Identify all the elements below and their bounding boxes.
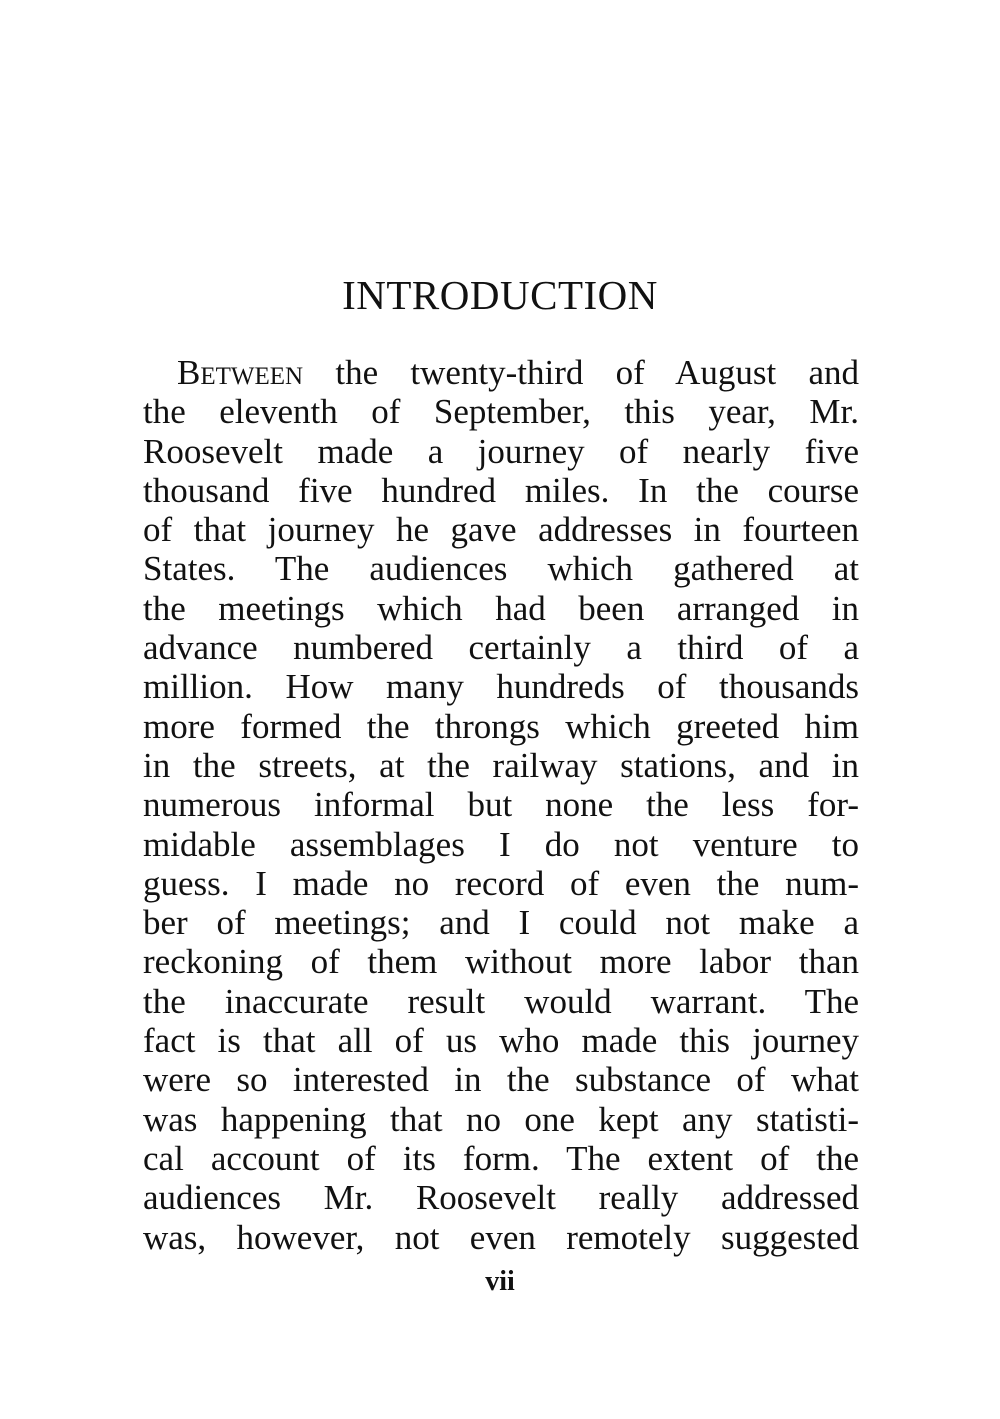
paragraph-line: the eleventh of September, this year, Mr.: [143, 392, 859, 432]
paragraph-line: [143, 353, 859, 392]
paragraph-line: was, however, not even remotely suggested: [143, 1217, 859, 1257]
chapter-title: INTRODUCTION: [342, 272, 658, 318]
paragraph-line: thousand five hundred miles. In the course: [143, 470, 859, 510]
paragraph-line: more formed the throngs which greeted him: [143, 706, 859, 746]
paragraph-line: was happening that no one kept any statisti-: [143, 1099, 859, 1139]
paragraph-line: numerous informal but none the less for-: [143, 785, 859, 825]
paragraph-line: the inaccurate result would warrant. The: [143, 981, 859, 1021]
paragraph-line: States. The audiences which gathered at: [143, 549, 859, 589]
paragraph-line: were so interested in the substance of what: [143, 1060, 859, 1100]
paragraph-line: Roosevelt made a journey of nearly five: [143, 431, 859, 471]
paragraph-line: midable assemblages I do not venture to: [143, 824, 859, 864]
paragraph-line: of that journey he gave addresses in fourteen: [143, 510, 859, 550]
line-text: the twenty-third of August and: [303, 353, 859, 392]
paragraph-line: fact is that all of us who made this journey: [143, 1021, 859, 1061]
paragraph-line: advance numbered certainly a third of a: [143, 628, 859, 668]
paragraph-line: million. How many hundreds of thousands: [143, 667, 859, 707]
paragraph-line: in the streets, at the railway stations, and in: [143, 745, 859, 785]
drop-word: Between: [177, 353, 304, 392]
paragraph-line: reckoning of them without more labor than: [143, 942, 859, 982]
paragraph-line: ber of meetings; and I could not make a: [143, 903, 859, 943]
paragraph-line: audiences Mr. Roosevelt really addressed: [143, 1178, 859, 1218]
introduction-paragraph: [143, 353, 859, 1257]
paragraph-line: the meetings which had been arranged in: [143, 588, 859, 628]
paragraph-line: cal account of its form. The extent of the: [143, 1138, 859, 1178]
paragraph-line: guess. I made no record of even the num-: [143, 863, 859, 903]
page-number: vii: [485, 1266, 515, 1297]
